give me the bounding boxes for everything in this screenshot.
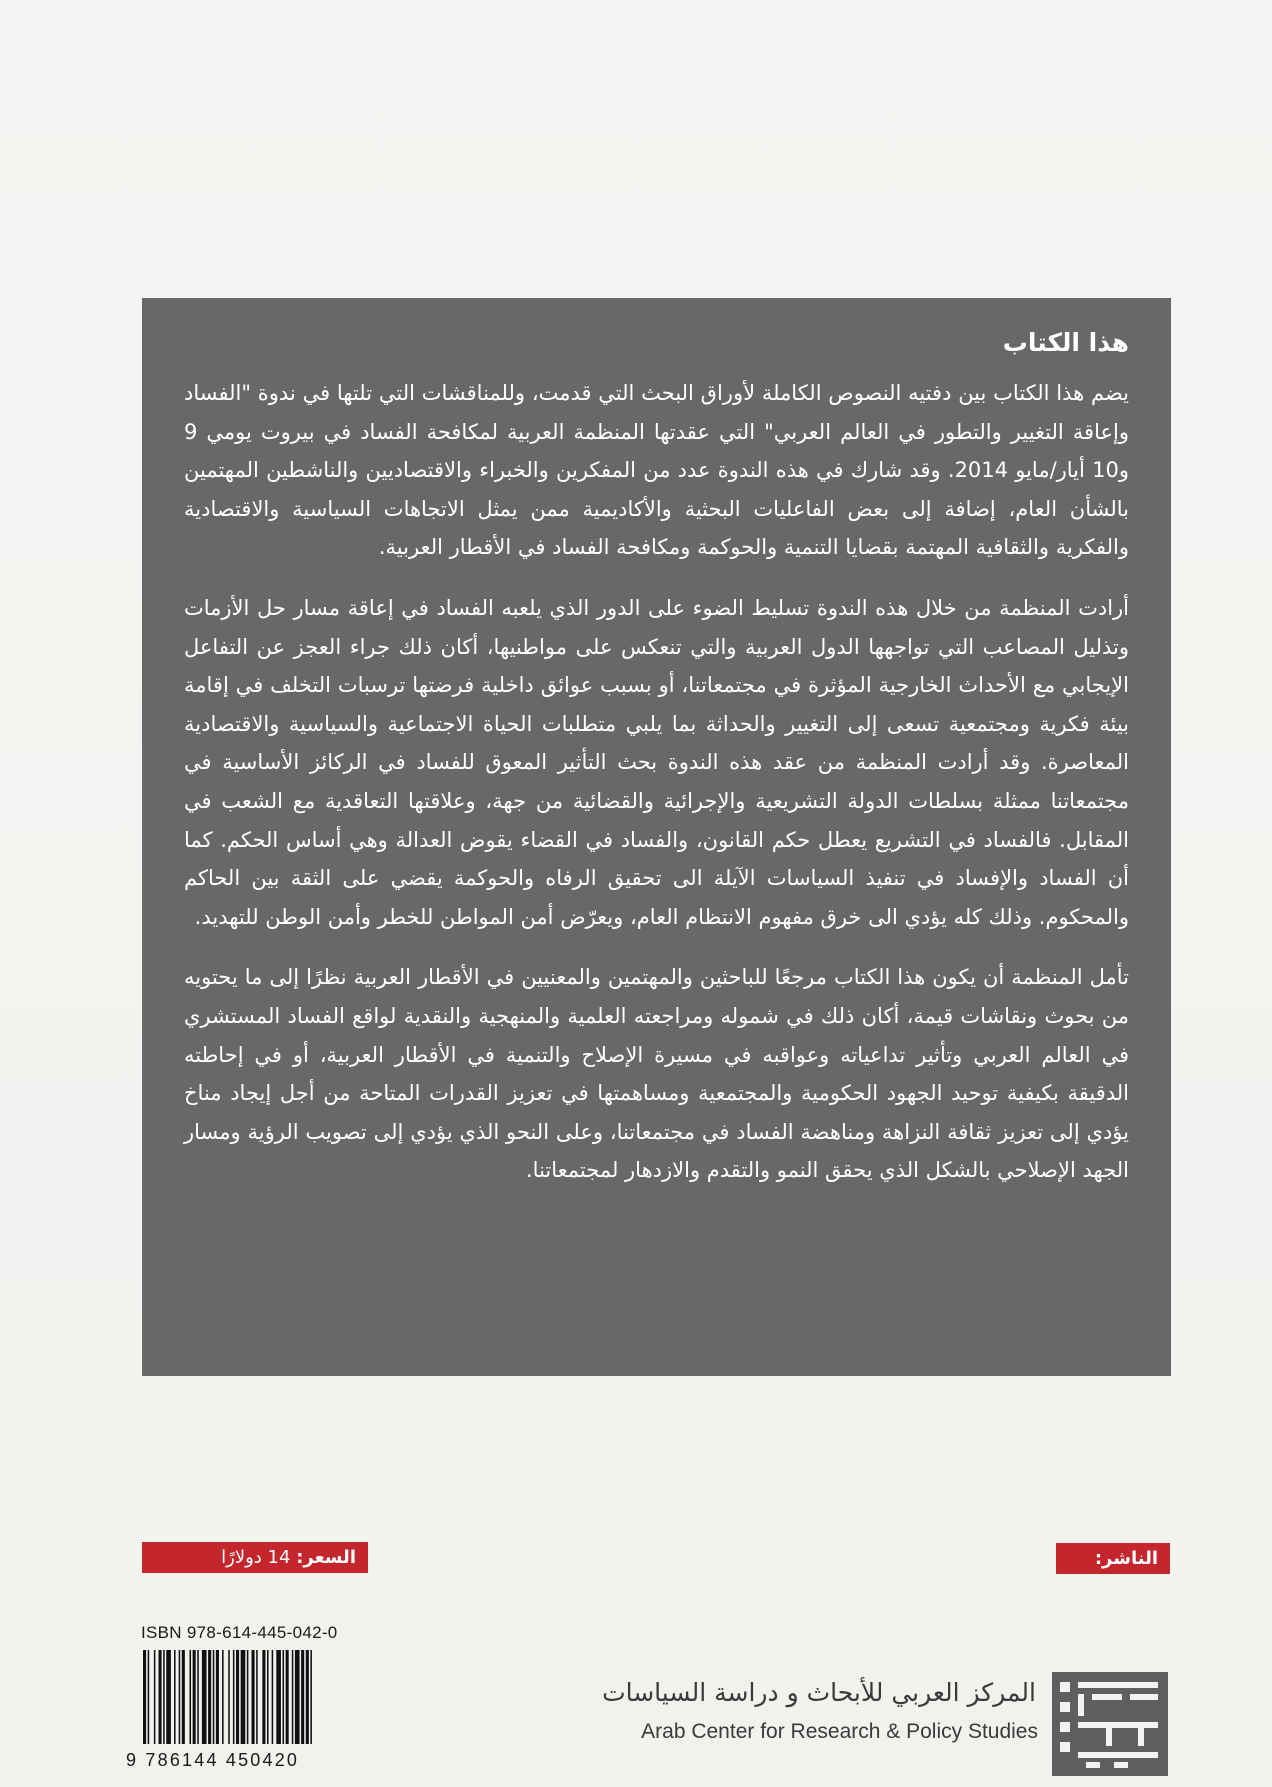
publisher-name-arabic: المركز العربي للأبحاث و دراسة السياسات xyxy=(602,1678,1036,1707)
isbn-text: ISBN 978-614-445-042-0 xyxy=(141,1623,338,1642)
acrps-logo-icon xyxy=(1052,1672,1168,1776)
barcode-icon xyxy=(141,1650,381,1744)
publisher-name-english: Arab Center for Research & Policy Studies xyxy=(641,1720,1038,1743)
description-paragraph-1: يضم هذا الكتاب بين دفتيه النصوص الكاملة لأوراق البحث التي قدمت، وللمناقشات التي تلتها في ندوة "الفساد وإعاقة التغيير والتطور في العالم العربي" التي عقدتها المنظمة العربية لمكافحة الفساد في بيروت يومي 9 و10 أيار/مايو 2014. وقد شارك في هذه الندوة عدد من المفكرين والخبراء والاقتصاديين والناشطين المهتمين بالشأن العام، إضافة إلى بعض الفاعليات البحثية والأكاديمية ممن يمثل الاتجاهات السياسية والاقتصادية والفكرية والثقافية المهتمة بقضايا التنمية والحوكمة ومكافحة الفساد في الأقطار العربية. xyxy=(184,381,1129,560)
publisher-tag xyxy=(1056,1543,1170,1574)
price-value: 14 دولارًا xyxy=(221,1547,291,1568)
barcode-digits: 9 786144 450420 xyxy=(126,1750,300,1770)
section-title: هذا الكتاب xyxy=(1002,328,1129,357)
book-description-panel xyxy=(142,298,1171,1376)
description-paragraph-2: أرادت المنظمة من خلال هذه الندوة تسليط الضوء على الدور الذي يلعبه الفساد في إعاقة مسار حل الأزمات وتذليل المصاعب التي تواجهها الدول العربية والتي تنعكس على مواطنيها، أكان ذلك جراء العجز عن التفاعل الإيجابي مع الأحداث الخارجية المؤثرة في مجتمعاتنا، أو بسبب عوائق داخلية فرضتها ترسبات التخلف في إقامة بيئة فكرية ومجتمعية تسعى إلى التغيير والحداثة بما يلبي متطلبات الحياة الاجتماعية والسياسية والاقتصادية المعاصرة. وقد أرادت المنظمة من عقد هذه الندوة بحث التأثير المعوق للفساد في الركائز الأساسية في مجتمعاتنا ممثلة بسلطات الدولة التشريعية والإجرائية والقضائية من جهة، وعلاقتها التعاقدية مع الشعب في المقابل. فالفساد في التشريع يعطل حكم القانون، والفساد في القضاء يقوض العدالة وهي أساس الحكم. كما أن الفساد والإفساد في تنفيذ السياسات الآيلة الى تحقيق الرفاه والحوكمة يقضي على الثقة بين الحاكم والمحكوم. وذلك كله يؤدي الى خرق مفهوم الانتظام العام، ويعرّض أمن المواطن للخطر وأمن الوطن للتهديد. xyxy=(184,595,1129,929)
price-tag xyxy=(142,1542,368,1573)
publisher-label: الناشر: xyxy=(1094,1548,1158,1569)
price-label: السعر: xyxy=(296,1547,356,1568)
description-paragraph-3: تأمل المنظمة أن يكون هذا الكتاب مرجعًا للباحثين والمهتمين والمعنيين في الأقطار العربية نظرًا إلى ما يحتويه من بحوث ونقاشات قيمة، أكان ذلك في شموله ومراجعته العلمية والمنهجية والنقدية لواقع الفساد المستشري في العالم العربي وتأثير تداعياته وعواقبه في مسيرة الإصلاح والتنمية في الأقطار العربية، أو في إحاطته الدقيقة بكيفية توحيد الجهود الحكومية والمجتمعية ومساهمتها في تعزيز القدرات المتاحة من أجل إيجاد مناخ يؤدي إلى تعزيز ثقافة النزاهة ومناهضة الفساد في مجتمعاتنا، وعلى النحو الذي يؤدي إلى تصويب الرؤية ومسار الجهد الإصلاحي بالشكل الذي يحقق النمو والتقدم والازدهار لمجتمعاتنا. xyxy=(184,965,1129,1183)
